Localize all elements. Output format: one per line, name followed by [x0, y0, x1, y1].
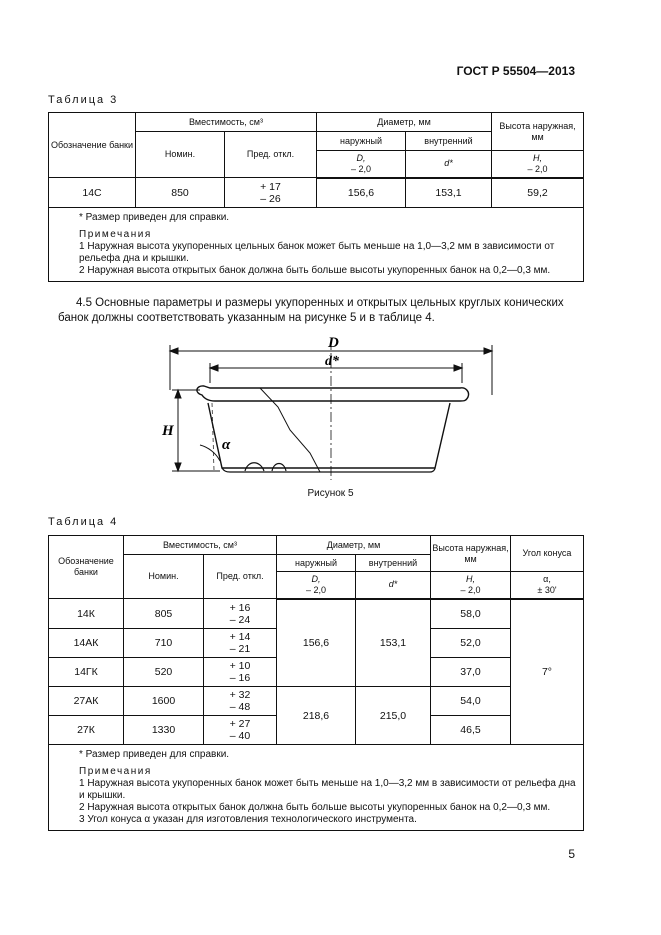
header-inner: внутренний	[406, 132, 492, 151]
cell-designation: 14АК	[49, 629, 124, 658]
table-row	[49, 687, 584, 716]
cell-height: 46,5	[431, 716, 511, 745]
cell-inner-group2: 215,0	[356, 687, 431, 745]
cell-nominal: 805	[124, 599, 204, 629]
table-row	[49, 599, 584, 629]
header-capacity: Вместимость, см³	[136, 113, 317, 132]
note-1: 1 Наружная высота укупоренных банок может быть меньше на 1,0—3,2 мм в зависимости от рельефа дна и крышки.	[79, 778, 576, 801]
label-d: d*	[325, 354, 339, 369]
table4	[48, 535, 584, 831]
cell-tolerance: + 32 – 48	[204, 687, 277, 716]
cell-designation: 14ГК	[49, 658, 124, 687]
header-tolerance: Пред. откл.	[204, 555, 277, 599]
cell-tolerance: + 16 – 24	[204, 599, 277, 629]
header-height-symbol: H, – 2,0	[431, 572, 511, 599]
table3-notes	[49, 208, 584, 282]
header-outer: наружный	[277, 555, 356, 572]
cell-outer-group1: 156,6	[277, 599, 356, 687]
cell-height: 59,2	[492, 178, 584, 208]
header-outer: наружный	[317, 132, 406, 151]
header-designation: Обозначение банки	[49, 536, 124, 599]
cell-height: 58,0	[431, 599, 511, 629]
header-diameter: Диаметр, мм	[277, 536, 431, 555]
cell-tolerance: + 14 – 21	[204, 629, 277, 658]
header-inner: внутренний	[356, 555, 431, 572]
header-height: Высота наружная, мм	[431, 536, 511, 572]
note-1: 1 Наружная высота укупоренных цельных банок может быть меньше на 1,0—3,2 мм в зависимости от рельефа дна и крышки.	[79, 241, 555, 264]
cell-height: 37,0	[431, 658, 511, 687]
can-rim	[197, 386, 469, 401]
cell-nominal: 1600	[124, 687, 204, 716]
figure-caption: Рисунок 5	[307, 488, 354, 499]
cell-tolerance: + 10 – 16	[204, 658, 277, 687]
table3	[48, 112, 584, 282]
cell-designation: 27К	[49, 716, 124, 745]
table-row	[49, 178, 584, 208]
cell-tolerance: + 17 – 26	[225, 178, 317, 208]
note-2: 2 Наружная высота открытых банок должна быть больше высоты укупоренных банок на 0,2—0,3 мм.	[79, 802, 551, 813]
table3-caption: Таблица 3	[48, 94, 119, 106]
can-wall	[208, 403, 450, 468]
header-capacity: Вместимость, см³	[124, 536, 277, 555]
label-H: H	[162, 423, 174, 439]
page-number: 5	[568, 847, 575, 861]
cell-designation: 14К	[49, 599, 124, 629]
footnote: * Размер приведен для справки.	[79, 749, 230, 760]
header-tolerance: Пред. откл.	[225, 132, 317, 178]
cell-nominal: 710	[124, 629, 204, 658]
footnote: * Размер приведен для справки.	[79, 212, 230, 223]
header-outer-symbol: D, – 2,0	[317, 151, 406, 178]
header-nominal: Номин.	[124, 555, 204, 599]
cell-tolerance: + 27 – 40	[204, 716, 277, 745]
label-alpha: α	[222, 437, 231, 453]
document-code: ГОСТ Р 55504—2013	[456, 64, 575, 78]
cell-angle: 7°	[511, 599, 584, 745]
cell-outer: 156,6	[317, 178, 406, 208]
cell-height: 54,0	[431, 687, 511, 716]
cell-inner-group1: 153,1	[356, 599, 431, 687]
note-2: 2 Наружная высота открытых банок должна быть больше высоты укупоренных банок на 0,2—0,3 мм.	[79, 265, 551, 276]
cell-height: 52,0	[431, 629, 511, 658]
header-nominal: Номин.	[136, 132, 225, 178]
header-diameter: Диаметр, мм	[317, 113, 492, 132]
header-inner-symbol: d*	[406, 151, 492, 178]
cell-nominal: 1330	[124, 716, 204, 745]
header-designation: Обозначение банки	[49, 113, 136, 178]
cell-designation: 14С	[49, 178, 136, 208]
table4-notes	[49, 745, 584, 831]
header-angle-symbol: α, ± 30'	[511, 572, 584, 599]
header-outer-symbol: D, – 2,0	[277, 572, 356, 599]
cell-outer-group2: 218,6	[277, 687, 356, 745]
note-3: 3 Угол конуса α указан для изготовления технологического инструмента.	[79, 814, 417, 825]
notes-title: Примечания	[79, 229, 152, 240]
label-D: D	[328, 335, 339, 351]
header-height-symbol: H, – 2,0	[492, 151, 584, 178]
table4-caption: Таблица 4	[48, 516, 119, 528]
cell-inner: 153,1	[406, 178, 492, 208]
header-inner-symbol: d*	[356, 572, 431, 599]
figure-5-drawing	[160, 335, 505, 485]
header-height: Высота наружная, мм	[492, 113, 584, 151]
notes-title: Примечания	[79, 766, 152, 777]
header-angle: Угол конуса	[511, 536, 584, 572]
cell-designation: 27АК	[49, 687, 124, 716]
cell-nominal: 520	[124, 658, 204, 687]
paragraph-4-5: 4.5 Основные параметры и размеры укупоренных и открытых цельных круглых конических банок должны соответствовать указанным на рисунке 5 и в таблице 4.	[58, 297, 564, 324]
cell-nominal: 850	[136, 178, 225, 208]
